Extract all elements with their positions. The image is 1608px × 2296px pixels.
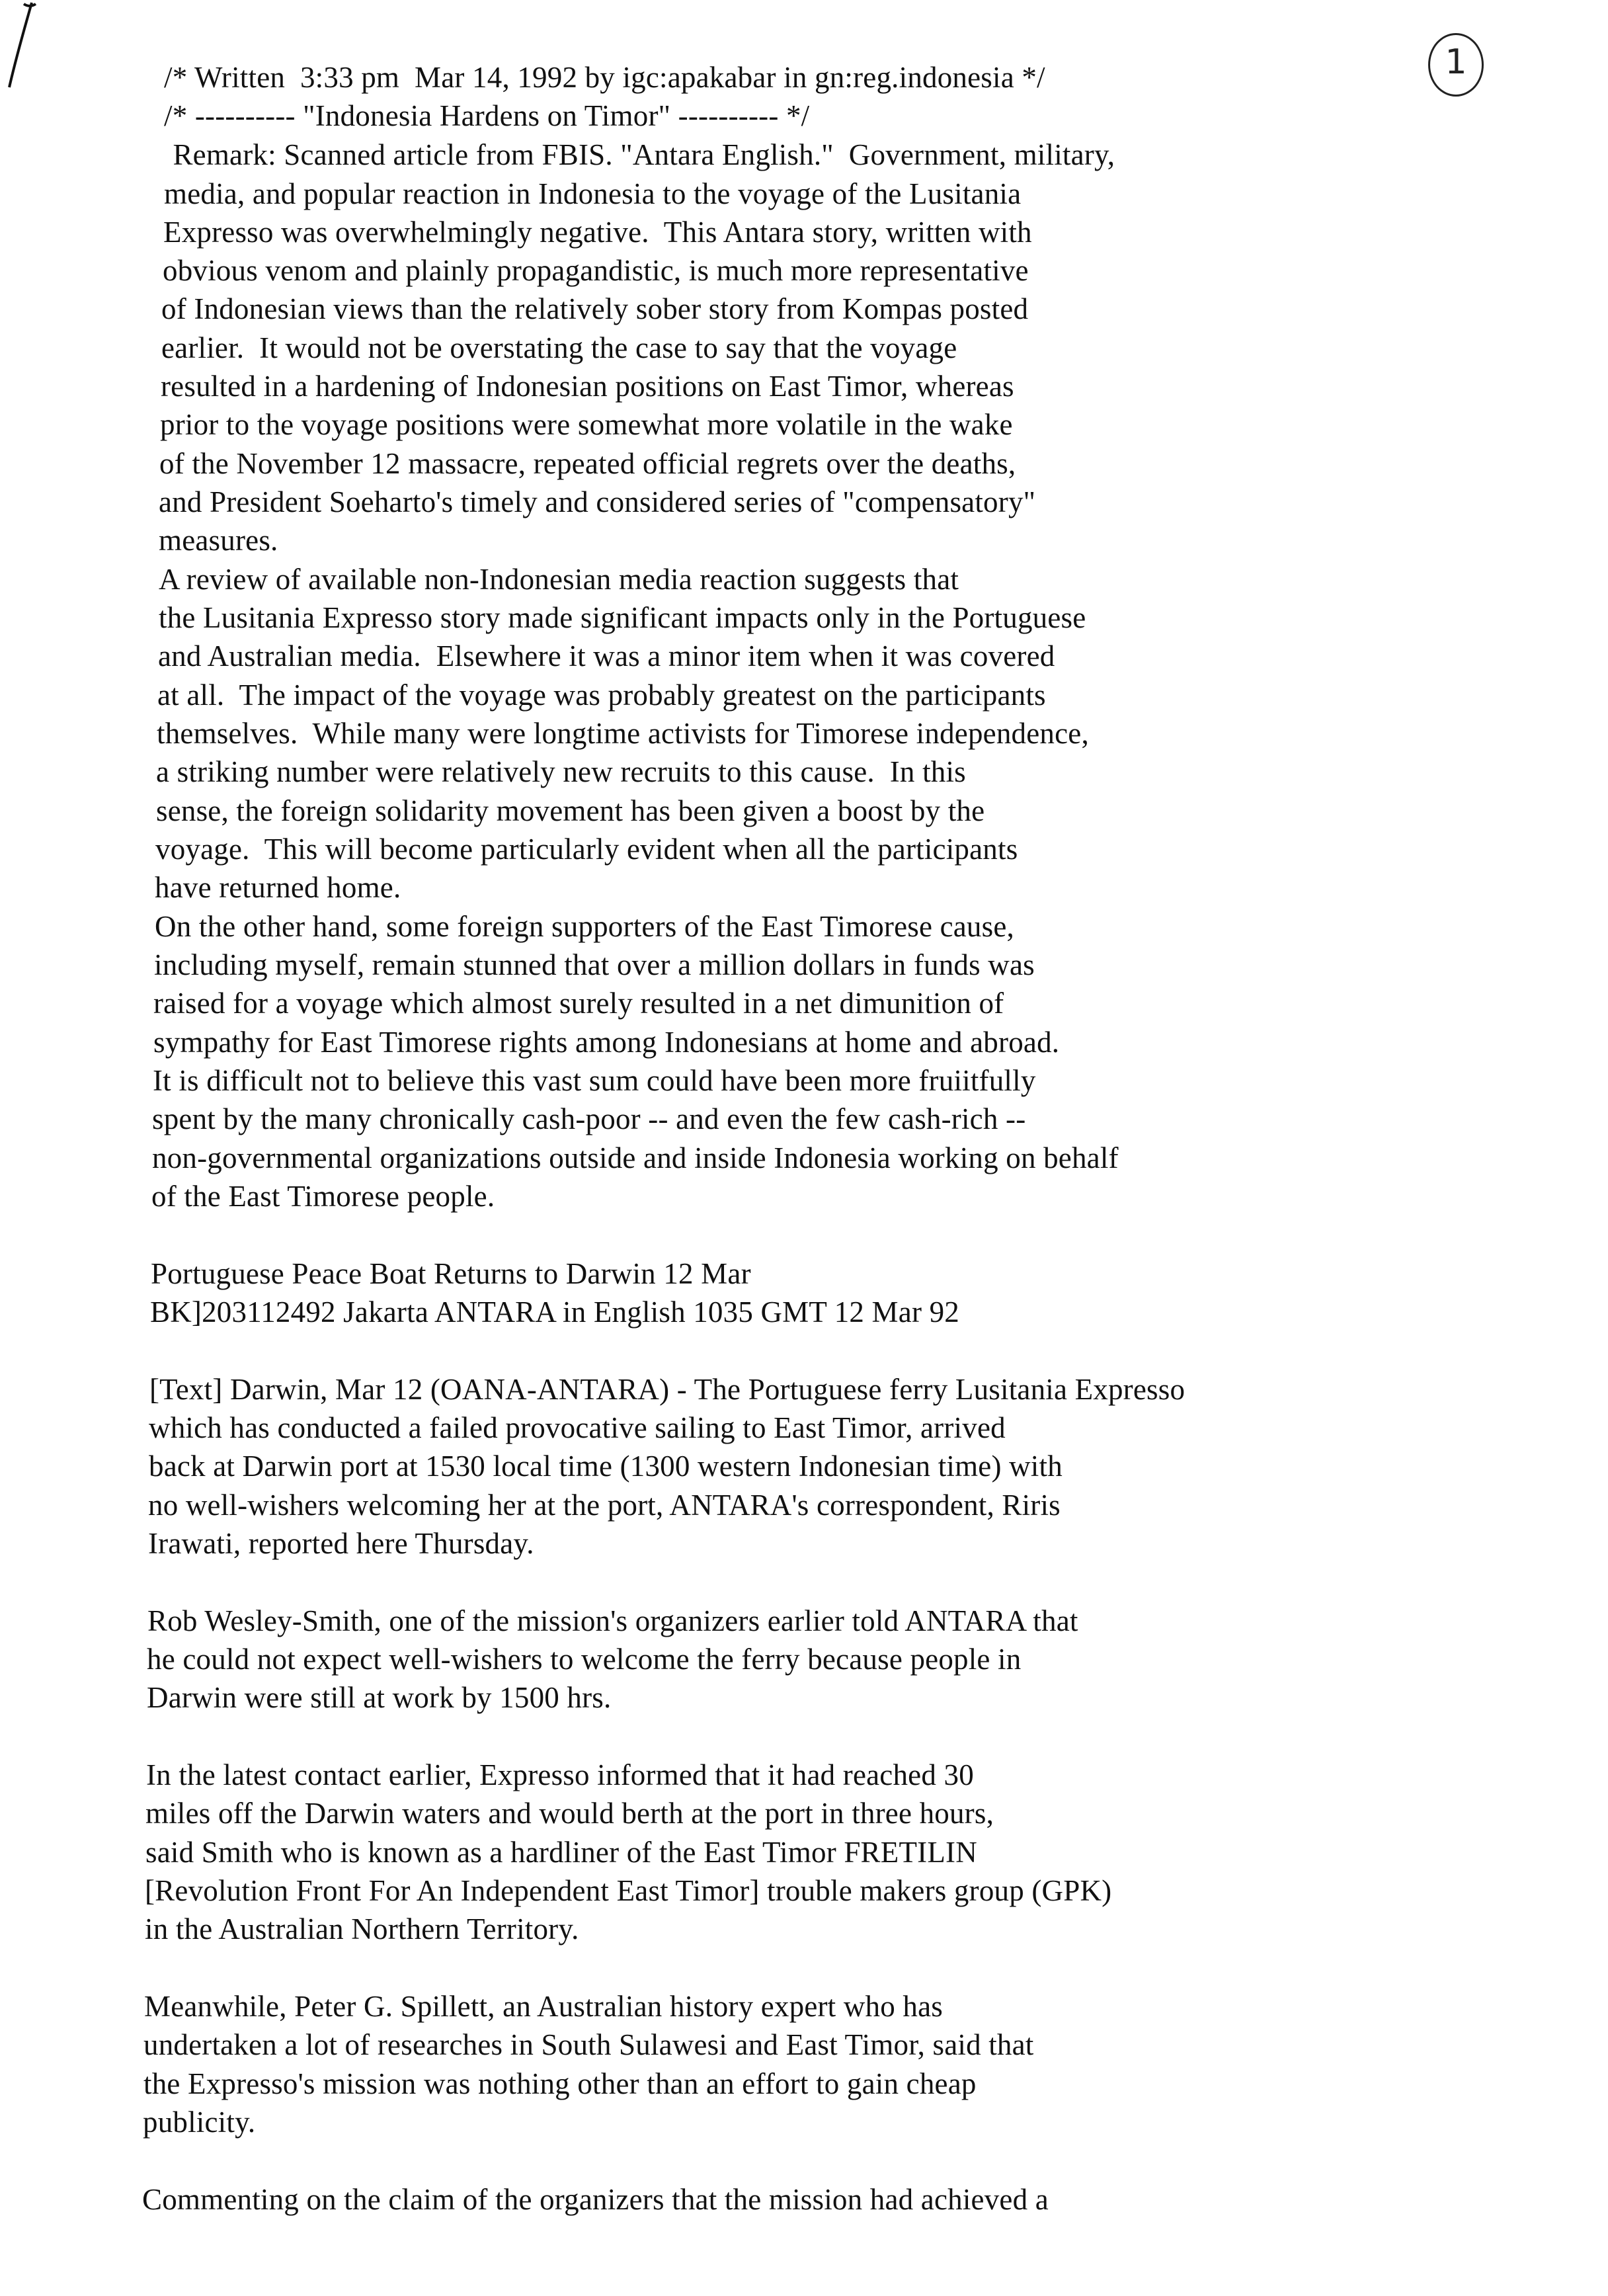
text-line: publicity. <box>143 2106 256 2139</box>
text-line: Rob Wesley-Smith, one of the mission's organizers earlier told ANTARA that <box>147 1604 1078 1637</box>
text-line: said Smith who is known as a hardliner of the East Timor FRETILIN <box>145 1836 977 1869</box>
text-line: he could not expect well-wishers to welcome the ferry because people in <box>147 1643 1022 1676</box>
text-line: Remark: Scanned article from FBIS. "Antara English." Government, military, <box>165 138 1115 171</box>
text-line: the Expresso's mission was nothing other than an effort to gain cheap <box>143 2067 977 2100</box>
text-line: the Lusitania Expresso story made significant impacts only in the Portuguese <box>159 601 1086 634</box>
text-line: voyage. This will become particularly evident when all the participants <box>155 833 1018 866</box>
text-line: of Indonesian views than the relatively sober story from Kompas posted <box>161 292 1029 325</box>
text-line: have returned home. <box>155 871 401 904</box>
text-line: Irawati, reported here Thursday. <box>148 1527 534 1560</box>
text-line: In the latest contact earlier, Expresso informed that it had reached 30 <box>146 1758 974 1791</box>
text-line: in the Australian Northern Territory. <box>145 1912 579 1946</box>
text-line: Meanwhile, Peter G. Spillett, an Australian history expert who has <box>144 1990 943 2023</box>
text-line: resulted in a hardening of Indonesian positions on East Timor, whereas <box>161 370 1014 403</box>
text-line: including myself, remain stunned that over a million dollars in funds was <box>154 948 1035 981</box>
text-line: BK]203112492 Jakarta ANTARA in English 1035 GMT 12 Mar 92 <box>150 1295 959 1329</box>
text-line: themselves. While many were longtime activists for Timorese independence, <box>157 717 1089 750</box>
text-line: at all. The impact of the voyage was probably greatest on the participants <box>157 678 1046 712</box>
text-line: undertaken a lot of researches in South Sulawesi and East Timor, said that <box>143 2028 1034 2061</box>
text-line: and Australian media. Elsewhere it was a minor item when it was covered <box>158 639 1055 673</box>
text-line: Expresso was overwhelmingly negative. This Antara story, written with <box>163 216 1032 249</box>
text-line: [Text] Darwin, Mar 12 (OANA-ANTARA) - The Portuguese ferry Lusitania Expresso <box>149 1373 1186 1406</box>
text-line: raised for a voyage which almost surely resulted in a net dimunition of <box>153 987 1004 1020</box>
text-line: of the November 12 massacre, repeated official regrets over the deaths, <box>159 447 1016 480</box>
page-number-text: 1 <box>1445 42 1467 82</box>
text-line: /* ---------- "Indonesia Hardens on Timor" ---------- */ <box>164 99 810 132</box>
text-line: Portuguese Peace Boat Returns to Darwin 12 Mar <box>151 1257 751 1290</box>
text-line: a striking number were relatively new recruits to this cause. In this <box>156 755 966 788</box>
text-line: [Revolution Front For An Independent East Timor] trouble makers group (GPK) <box>145 1874 1112 1907</box>
text-line: back at Darwin port at 1530 local time (1300 western Indonesian time) with <box>149 1450 1063 1483</box>
text-line: spent by the many chronically cash-poor -- and even the few cash-rich -- <box>152 1102 1026 1135</box>
text-line: which has conducted a failed provocative sailing to East Timor, arrived <box>149 1411 1006 1444</box>
text-line: media, and popular reaction in Indonesia to the voyage of the Lusitania <box>164 177 1022 210</box>
text-line: obvious venom and plainly propagandistic, is much more representative <box>163 254 1029 287</box>
text-line: and President Soeharto's timely and considered series of "compensatory" <box>159 485 1036 518</box>
text-line: A review of available non-Indonesian media reaction suggests that <box>159 563 959 596</box>
text-line: prior to the voyage positions were somewhat more volatile in the wake <box>160 408 1013 441</box>
text-line: sense, the foreign solidarity movement has been given a boost by the <box>156 794 985 827</box>
text-line: no well-wishers welcoming her at the port, ANTARA's correspondent, Riris <box>148 1489 1061 1522</box>
text-line: miles off the Darwin waters and would berth at the port in three hours, <box>145 1797 994 1830</box>
text-line: Commenting on the claim of the organizers that the mission had achieved a <box>142 2183 1049 2216</box>
text-line: of the East Timorese people. <box>151 1180 495 1213</box>
text-line: On the other hand, some foreign supporters of the East Timorese cause, <box>155 910 1014 943</box>
text-line: sympathy for East Timorese rights among Indonesians at home and abroad. <box>153 1026 1060 1059</box>
text-line: /* Written 3:33 pm Mar 14, 1992 by igc:apakabar in gn:reg.indonesia */ <box>164 61 1045 94</box>
text-line: measures. <box>159 524 278 557</box>
text-line: non-governmental organizations outside and inside Indonesia working on behalf <box>152 1141 1119 1174</box>
text-line: It is difficult not to believe this vast sum could have been more fruiitfully <box>153 1064 1036 1097</box>
text-line: Darwin were still at work by 1500 hrs. <box>147 1681 612 1714</box>
text-line: earlier. It would not be overstating the case to say that the voyage <box>161 331 957 364</box>
